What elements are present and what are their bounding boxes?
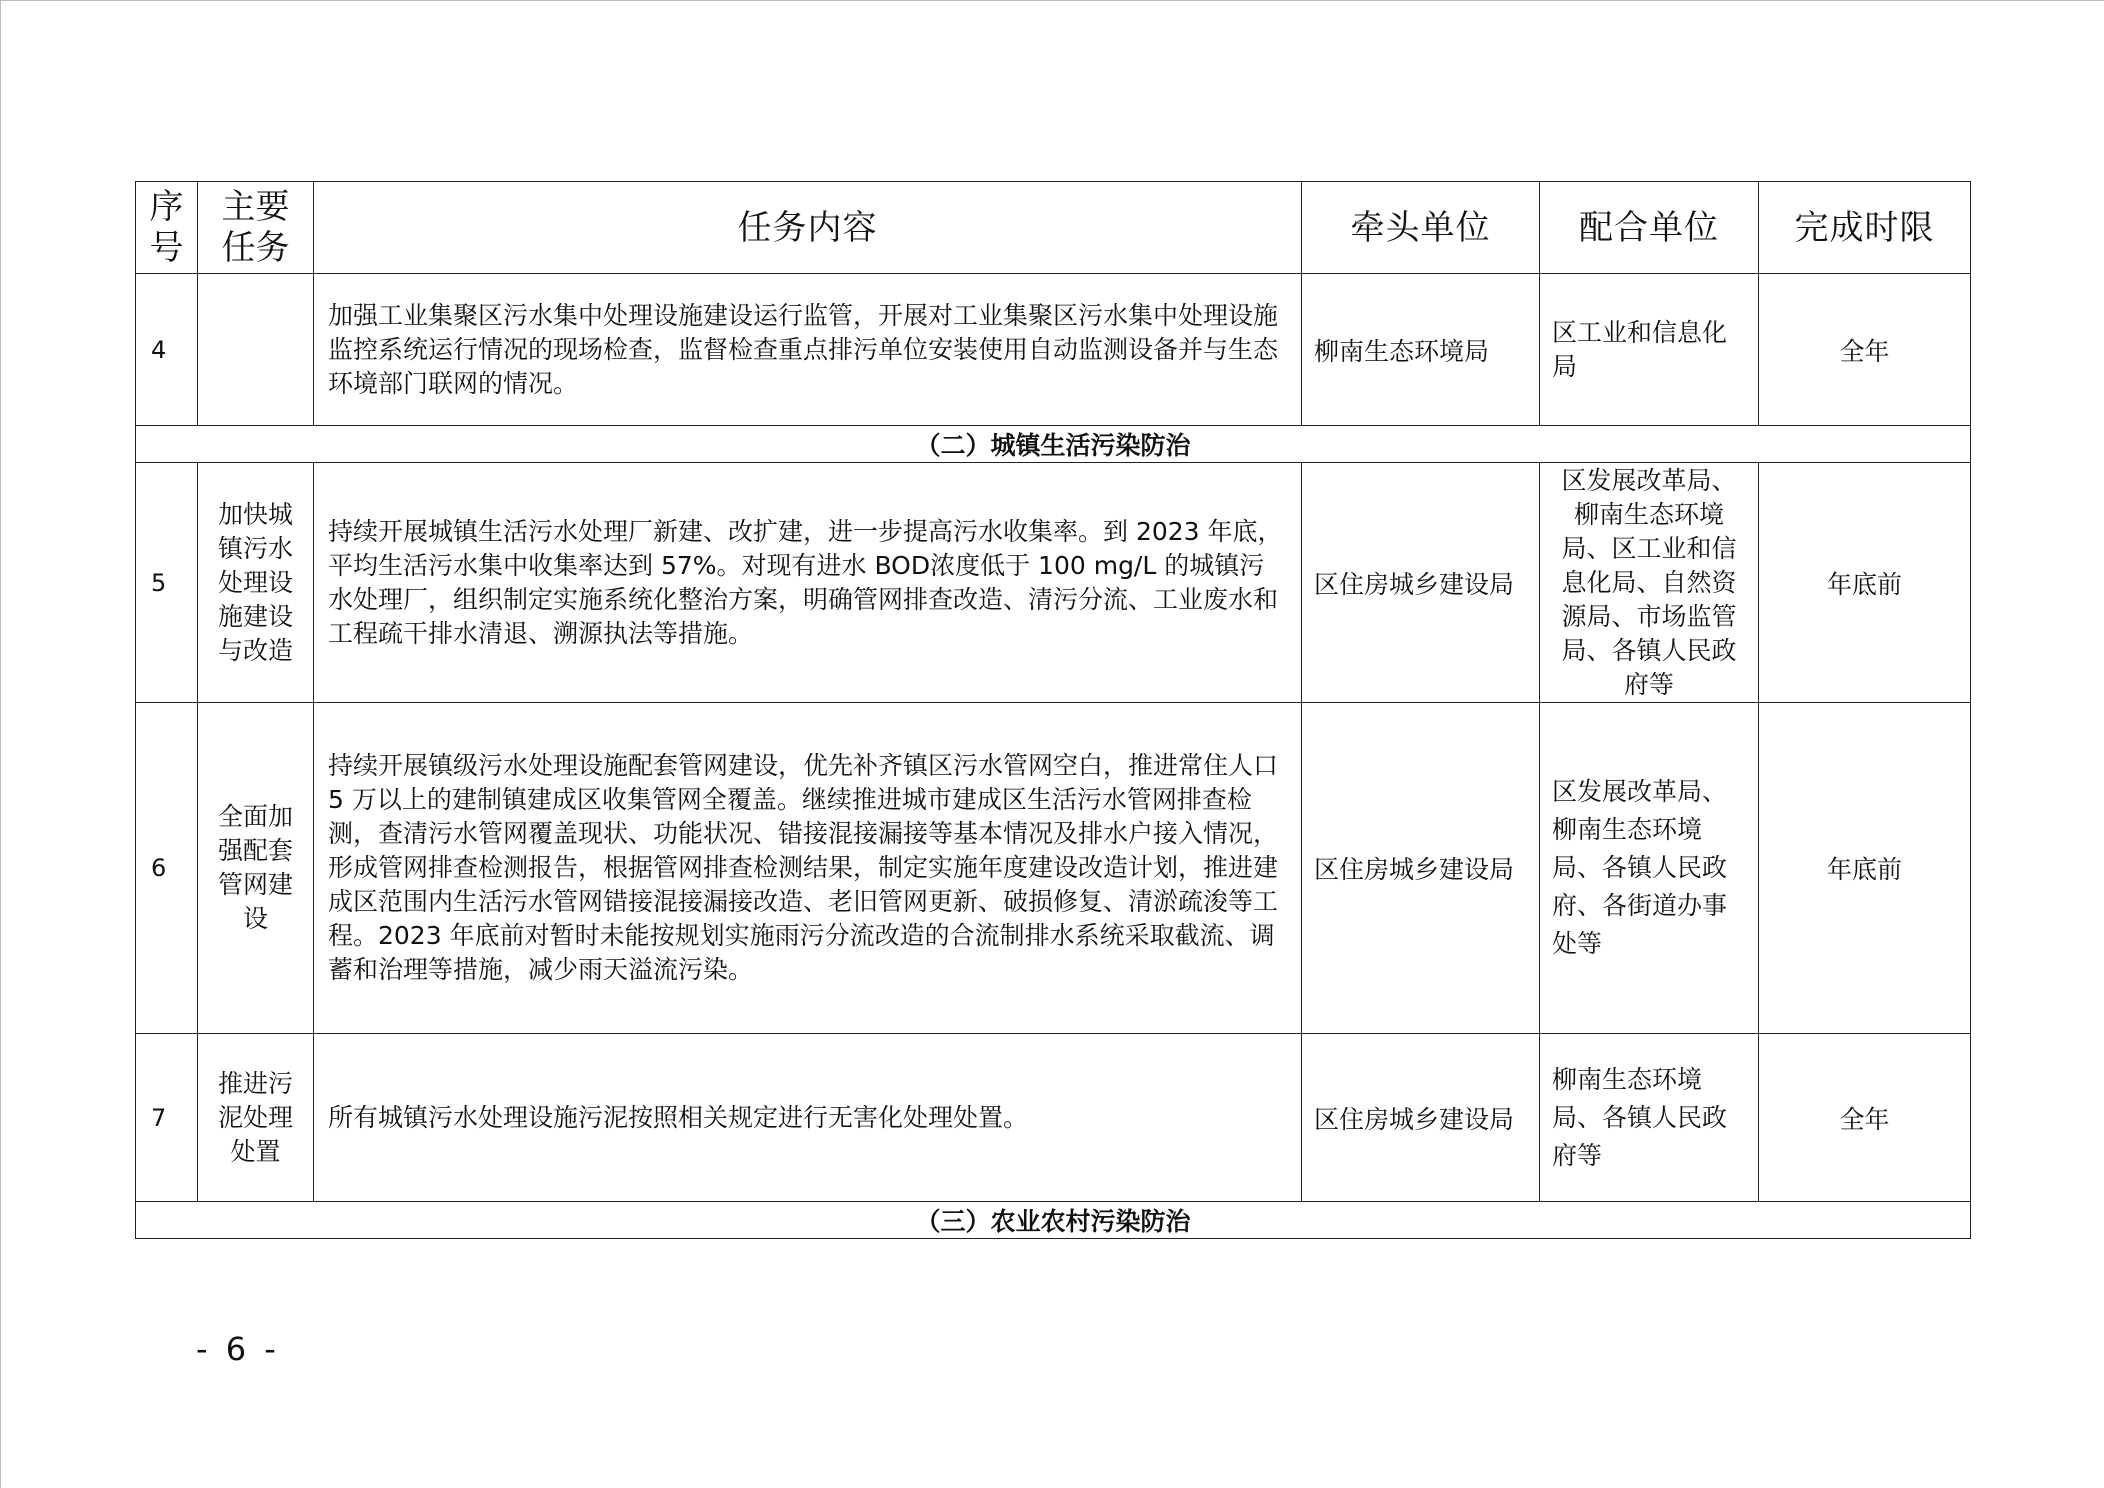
table-row-5 [136, 463, 1971, 703]
row6-deadline: 年底前 [1759, 703, 1971, 1034]
row7-task: 推进污泥处理处置 [198, 1034, 314, 1202]
page-number: - 6 - [196, 1330, 280, 1368]
header-row [136, 182, 1971, 274]
header-task [198, 182, 314, 274]
header-deadline: 完成时限 [1759, 182, 1971, 274]
row5-deadline: 年底前 [1759, 463, 1971, 703]
row5-task: 加快城镇污水处理设施建设与改造 [198, 463, 314, 703]
row4-lead: 柳南生态环境局 [1302, 274, 1540, 426]
section-row-3 [136, 1202, 1971, 1239]
row4-content: 加强工业集聚区污水集中处理设施建设运行监管，开展对工业集聚区污水集中处理设施监控系统运行情况的现场检查，监督检查重点排污单位安装使用自动监测设备并与生态环境部门联网的情况。 [314, 274, 1302, 426]
task-table [135, 181, 1971, 1239]
row5-content: 持续开展城镇生活污水处理厂新建、改扩建，进一步提高污水收集率。到 2023 年底，平均生活污水集中收集率达到 57%。对现有进水 BOD浓度低于 100 mg/L 的城镇污水处理厂，组织制定实施系统化整治方案，明确管网排查改造、清污分流、工业废水和工程疏干排水清退、溯源执法等措施。 [314, 463, 1302, 703]
row7-content: 所有城镇污水处理设施污泥按照相关规定进行无害化处理处置。 [314, 1034, 1302, 1202]
row5-no: 5 [136, 463, 198, 703]
row7-deadline: 全年 [1759, 1034, 1971, 1202]
table-row-7 [136, 1034, 1971, 1202]
row5-lead: 区住房城乡建设局 [1302, 463, 1540, 703]
section-heading-3: （三）农业农村污染防治 [136, 1202, 1971, 1239]
row4-no: 4 [136, 274, 198, 426]
row4-coop: 区工业和信息化局 [1540, 274, 1759, 426]
row4-deadline: 全年 [1759, 274, 1971, 426]
header-coop: 配合单位 [1540, 182, 1759, 274]
row5-coop: 区发展改革局、柳南生态环境局、区工业和信息化局、自然资源局、市场监管局、各镇人民政府等 [1540, 463, 1759, 703]
row6-no: 6 [136, 703, 198, 1034]
header-no [136, 182, 198, 274]
header-lead: 牵头单位 [1302, 182, 1540, 274]
header-task-line1: 主要 [221, 186, 290, 227]
section-row-2 [136, 426, 1971, 463]
row7-no: 7 [136, 1034, 198, 1202]
section-heading-2: （二）城镇生活污染防治 [136, 426, 1971, 463]
header-no-line2: 号 [149, 227, 184, 268]
row6-content: 持续开展镇级污水处理设施配套管网建设，优先补齐镇区污水管网空白，推进常住人口 5 万以上的建制镇建成区收集管网全覆盖。继续推进城市建成区生活污水管网排查检测，查清污水管网覆盖现状、功能状况、错接混接漏接等基本情况及排水户接入情况，形成管网排查检测报告，根据管网排查检测结果，制定实施年度建设改造计划，推进建成区范围内生活污水管网错接混接漏接改造、老旧管网更新、破损修复、清淤疏浚等工程。2023 年底前对暂时未能按规划实施雨污分流改造的合流制排水系统采取截流、调蓄和治理等措施，减少雨天溢流污染。 [314, 703, 1302, 1034]
row6-task: 全面加强配套管网建设 [198, 703, 314, 1034]
header-no-line1: 序 [149, 186, 184, 227]
row4-task [198, 274, 314, 426]
table-row-6 [136, 703, 1971, 1034]
header-content: 任务内容 [314, 182, 1302, 274]
row6-coop: 区发展改革局、柳南生态环境局、各镇人民政府、各街道办事处等 [1540, 703, 1759, 1034]
header-task-line2: 任务 [221, 227, 290, 268]
row7-coop: 柳南生态环境局、各镇人民政府等 [1540, 1034, 1759, 1202]
table-row-4 [136, 274, 1971, 426]
row7-lead: 区住房城乡建设局 [1302, 1034, 1540, 1202]
row6-lead: 区住房城乡建设局 [1302, 703, 1540, 1034]
